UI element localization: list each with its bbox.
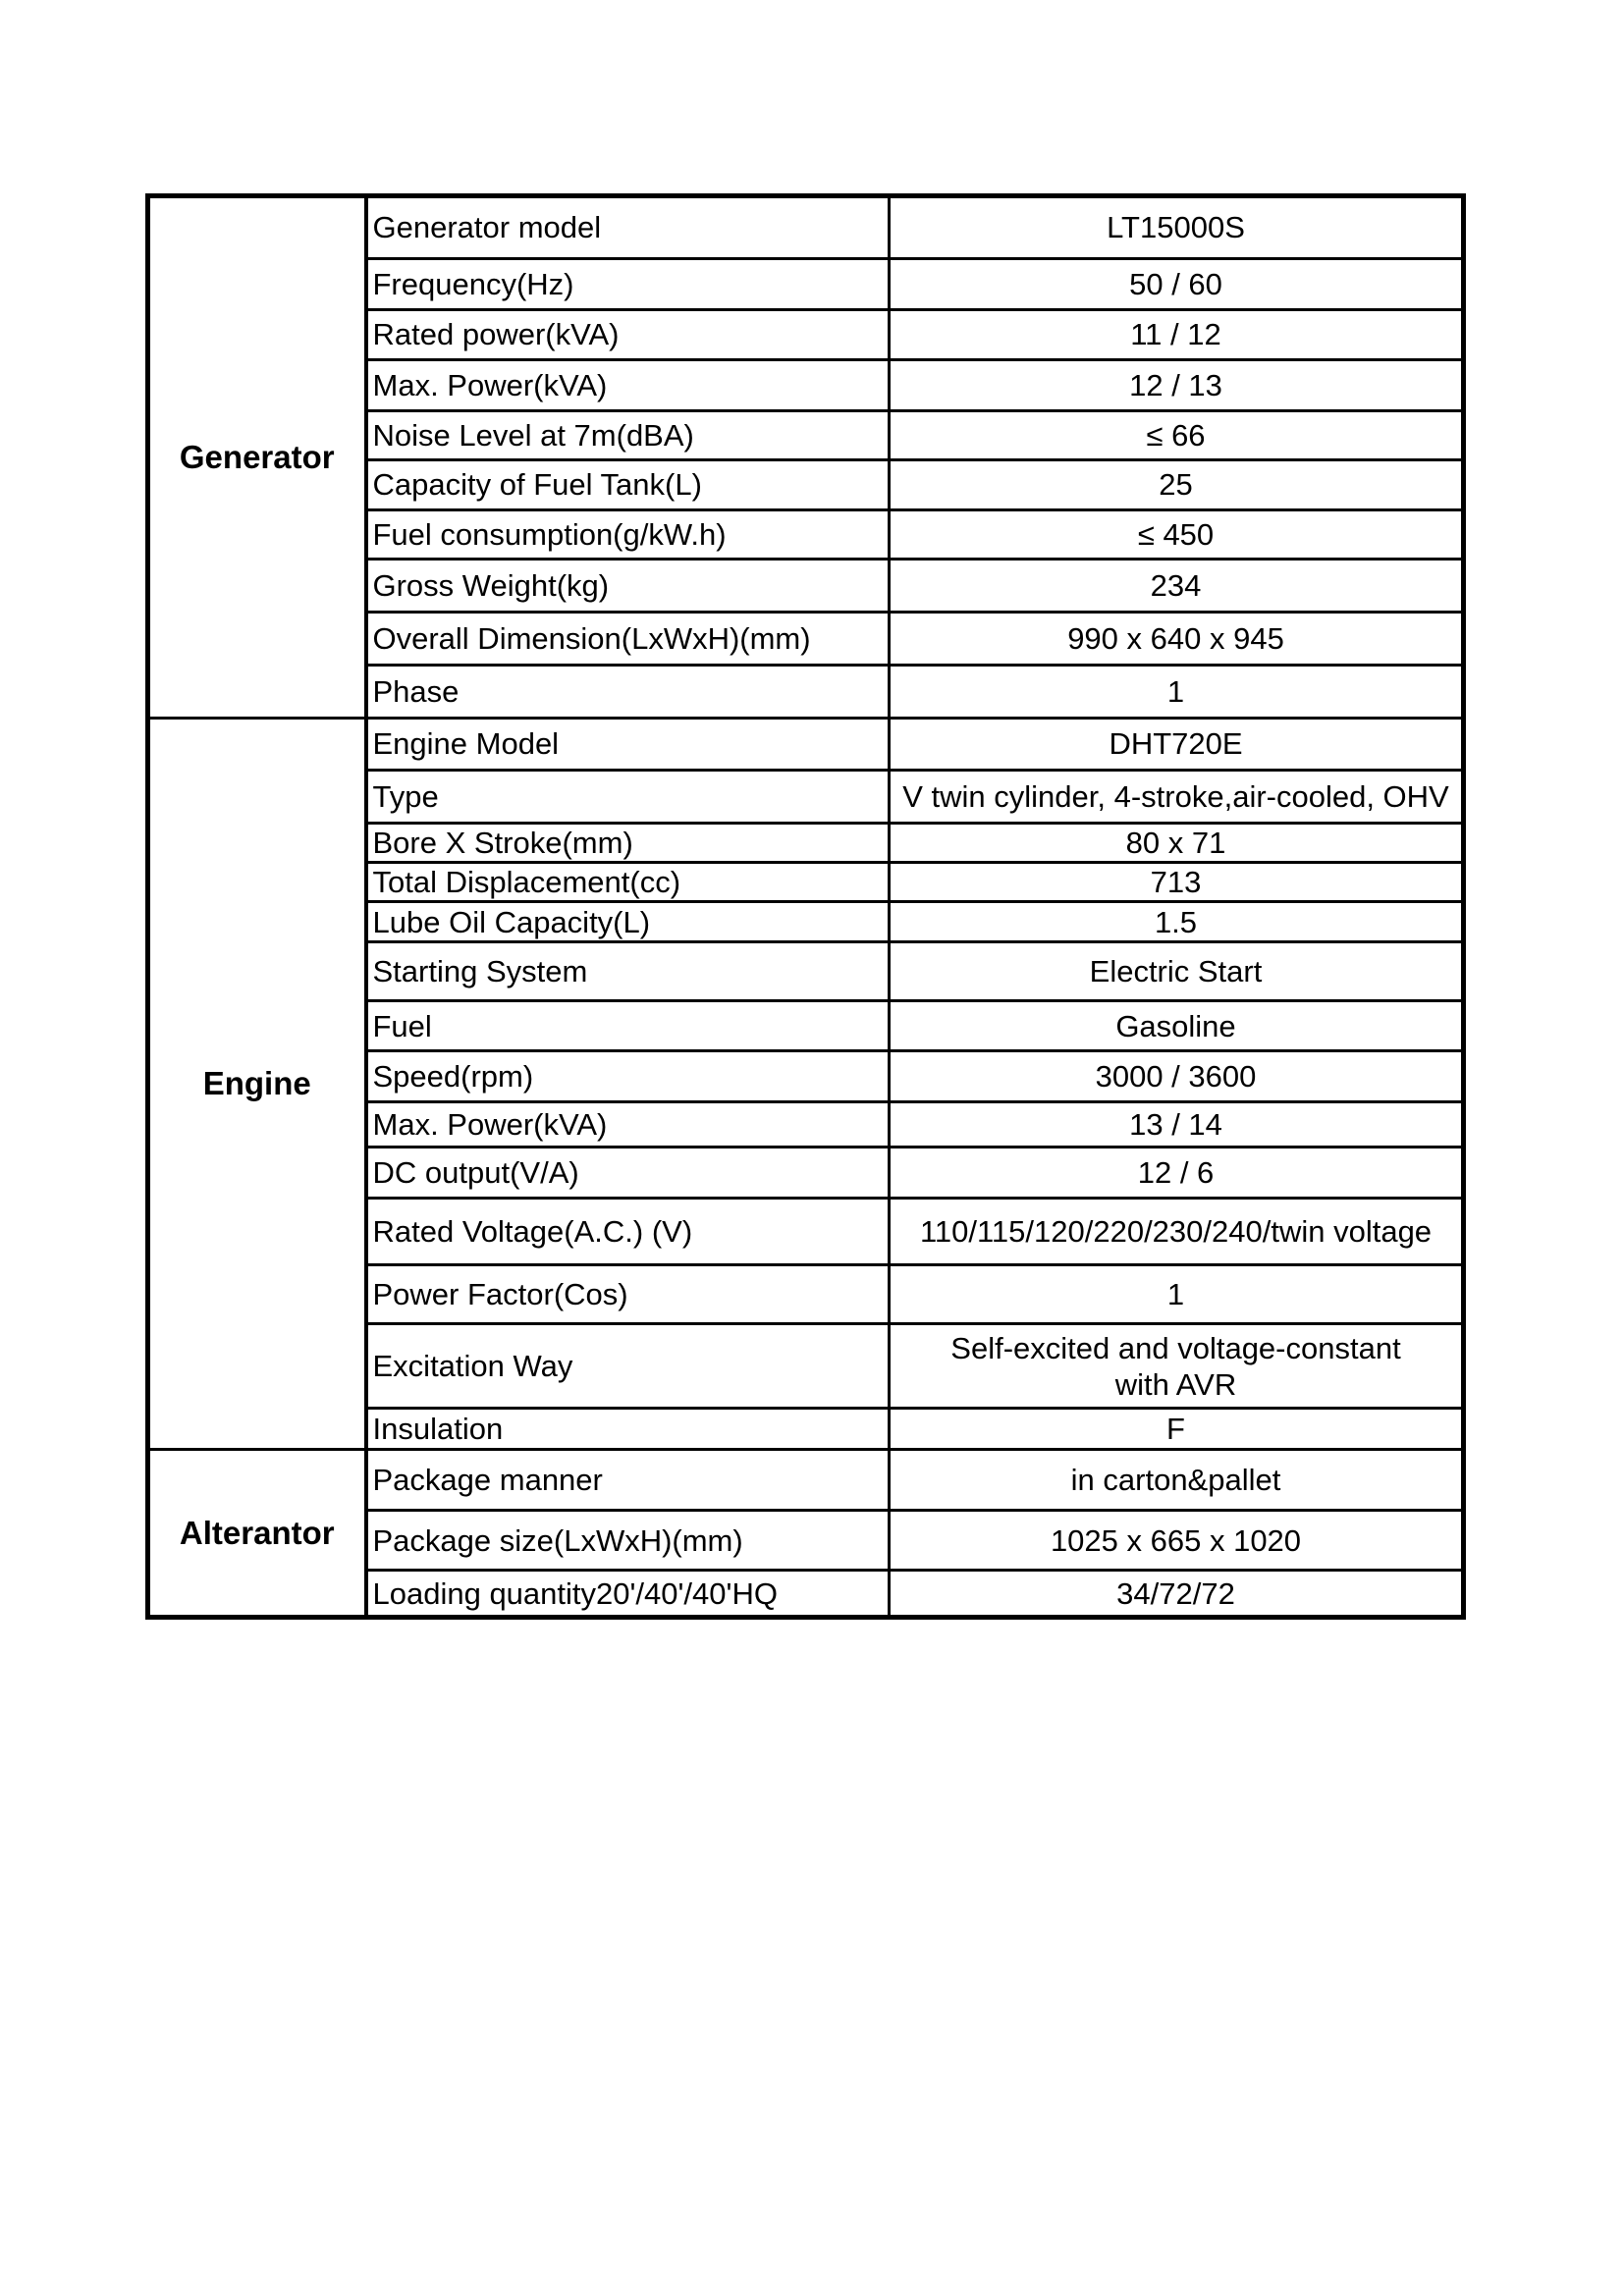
- param-label: Fuel: [366, 1001, 890, 1051]
- param-value: 713: [890, 863, 1464, 902]
- param-value: 1.5: [890, 902, 1464, 942]
- param-label: Speed(rpm): [366, 1051, 890, 1102]
- param-label: Package size(LxWxH)(mm): [366, 1511, 890, 1571]
- param-label: Package manner: [366, 1450, 890, 1511]
- param-label: Capacity of Fuel Tank(L): [366, 460, 890, 510]
- param-value: DHT720E: [890, 719, 1464, 771]
- param-value: 1: [890, 666, 1464, 719]
- param-value: 11 / 12: [890, 310, 1464, 360]
- param-value: Gasoline: [890, 1001, 1464, 1051]
- param-label: Starting System: [366, 942, 890, 1001]
- param-value: ≤ 450: [890, 510, 1464, 560]
- param-label: DC output(V/A): [366, 1148, 890, 1199]
- param-label: Frequency(Hz): [366, 259, 890, 310]
- param-label: Overall Dimension(LxWxH)(mm): [366, 613, 890, 666]
- param-value: F: [890, 1409, 1464, 1450]
- param-label: Power Factor(Cos): [366, 1265, 890, 1324]
- param-label: Engine Model: [366, 719, 890, 771]
- param-value: 1: [890, 1265, 1464, 1324]
- param-value: 25: [890, 460, 1464, 510]
- table-row: [148, 1450, 1464, 1511]
- param-label: Noise Level at 7m(dBA): [366, 411, 890, 460]
- param-label: Rated Voltage(A.C.) (V): [366, 1199, 890, 1265]
- param-value: 13 / 14: [890, 1102, 1464, 1148]
- spec-table-body: [148, 196, 1464, 1618]
- param-label: Max. Power(kVA): [366, 1102, 890, 1148]
- param-label: Fuel consumption(g/kW.h): [366, 510, 890, 560]
- param-value: 234: [890, 560, 1464, 613]
- section-label-generator: Generator: [148, 196, 366, 719]
- param-label: Rated power(kVA): [366, 310, 890, 360]
- param-value: 50 / 60: [890, 259, 1464, 310]
- param-label: Insulation: [366, 1409, 890, 1450]
- param-value: V twin cylinder, 4-stroke,air-cooled, OHV: [890, 771, 1464, 824]
- param-value: in carton&pallet: [890, 1450, 1464, 1511]
- param-label: Generator model: [366, 196, 890, 259]
- param-label: Excitation Way: [366, 1324, 890, 1409]
- param-value: Self-excited and voltage-constant with AVR: [890, 1324, 1464, 1409]
- param-label: Loading quantity20'/40'/40'HQ: [366, 1571, 890, 1618]
- param-value: 34/72/72: [890, 1571, 1464, 1618]
- param-label: Gross Weight(kg): [366, 560, 890, 613]
- section-label-engine: Engine: [148, 719, 366, 1450]
- table-row: [148, 719, 1464, 771]
- param-value: 990 x 640 x 945: [890, 613, 1464, 666]
- param-value: 12 / 13: [890, 360, 1464, 411]
- param-label: Max. Power(kVA): [366, 360, 890, 411]
- param-label: Bore X Stroke(mm): [366, 824, 890, 863]
- spec-table: [145, 193, 1466, 1620]
- param-value: 110/115/120/220/230/240/twin voltage: [890, 1199, 1464, 1265]
- param-label: Lube Oil Capacity(L): [366, 902, 890, 942]
- param-value: 12 / 6: [890, 1148, 1464, 1199]
- param-value: 1025 x 665 x 1020: [890, 1511, 1464, 1571]
- param-label: Total Displacement(cc): [366, 863, 890, 902]
- param-label: Type: [366, 771, 890, 824]
- param-value: 3000 / 3600: [890, 1051, 1464, 1102]
- param-value: ≤ 66: [890, 411, 1464, 460]
- param-label: Phase: [366, 666, 890, 719]
- param-value: LT15000S: [890, 196, 1464, 259]
- section-label-alterantor: Alterantor: [148, 1450, 366, 1618]
- table-row: [148, 196, 1464, 259]
- param-value: Electric Start: [890, 942, 1464, 1001]
- param-value: 80 x 71: [890, 824, 1464, 863]
